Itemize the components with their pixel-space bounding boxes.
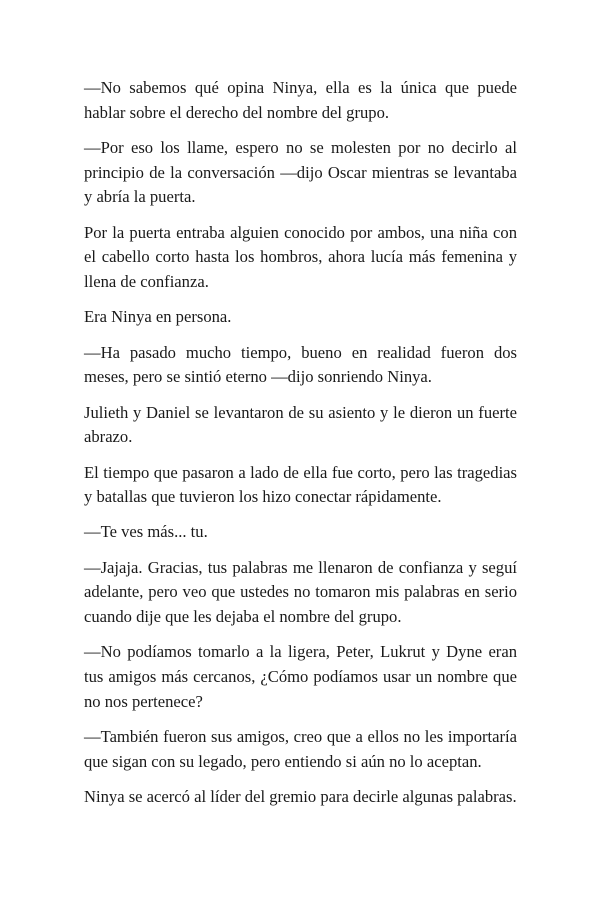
paragraph-5: —Ha pasado mucho tiempo, bueno en realidad fueron dos meses, pero se sintió eterno —dijo sonriendo Ninya. xyxy=(84,342,517,387)
paragraph-4: Era Ninya en persona. xyxy=(84,307,232,327)
paragraph-10: —No podíamos tomarlo a la ligera, Peter, Lukrut y Dyne eran tus amigos más cercanos, ¿Cómo podíamos usar un nombre que no nos pertenece? xyxy=(84,642,517,711)
paragraph-11: —También fueron sus amigos, creo que a ellos no les importaría que sigan con su legado, pero entiendo si aún no lo aceptan. xyxy=(84,727,517,771)
paragraph-8: —Te ves más... tu. xyxy=(84,522,208,542)
paragraph-12: Ninya se acercó al líder del gremio para decirle algunas palabras. xyxy=(84,787,517,807)
book-page-text xyxy=(84,76,517,820)
paragraph-9: —Jajaja. Gracias, tus palabras me llenaron de confianza y seguí adelante, pero veo que ustedes no tomaron mis palabras en serio cuando dije que les dejaba el nombre del grupo. xyxy=(84,557,517,627)
paragraph-7: El tiempo que pasaron a lado de ella fue corto, pero las tragedias y batallas que tuvieron los hizo conectar rápidamente. xyxy=(84,462,517,507)
paragraph-3: Por la puerta entraba alguien conocido por ambos, una niña con el cabello corto hasta los hombros, ahora lucía más femenina y llena de confianza. xyxy=(84,222,517,291)
paragraph-2: —Por eso los llame, espero no se molesten por no decirlo al principio de la conversación —dijo Oscar mientras se levantaba y abría la puerta. xyxy=(84,137,517,207)
paragraph-1: —No sabemos qué opina Ninya, ella es la única que puede hablar sobre el derecho del nombre del grupo. xyxy=(84,78,517,122)
paragraph-6: Julieth y Daniel se levantaron de su asiento y le dieron un fuerte abrazo. xyxy=(84,402,517,447)
